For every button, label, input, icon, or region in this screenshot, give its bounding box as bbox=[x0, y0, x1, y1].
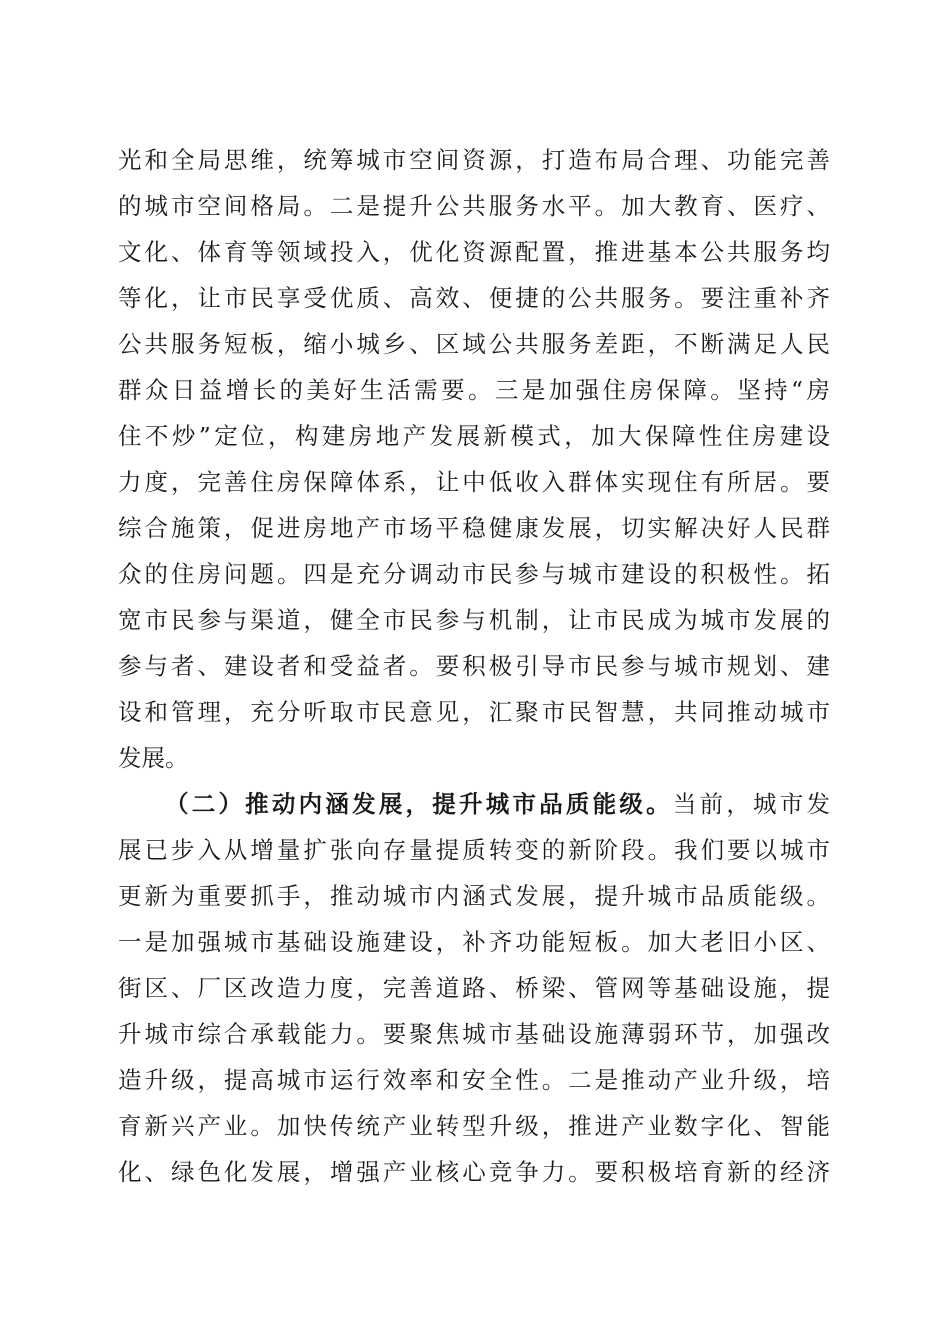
section-heading-line bbox=[118, 781, 830, 827]
text-line: 化、绿色化发展，增强产业核心竞争力。要积极培育新的经济 bbox=[118, 1158, 830, 1186]
heading-line-rest: 当前，城市发 bbox=[672, 790, 830, 818]
paragraph-2 bbox=[118, 781, 830, 1195]
text-line: 的城市空间格局。二是提升公共服务水平。加大教育、医疗、 bbox=[118, 192, 830, 220]
text-line: 综合施策，促进房地产市场平稳健康发展，切实解决好人民群 bbox=[118, 514, 830, 542]
body-text bbox=[118, 137, 830, 1195]
paragraph-1 bbox=[118, 137, 830, 781]
text-line: 升城市综合承载能力。要聚焦城市基础设施薄弱环节，加强改 bbox=[118, 1020, 830, 1048]
text-line: 众的住房问题。四是充分调动市民参与城市建设的积极性。拓 bbox=[118, 560, 830, 588]
text-line: 设和管理，充分听取市民意见，汇聚市民智慧，共同推动城市 bbox=[118, 698, 830, 726]
text-line: 群众日益增长的美好生活需要。三是加强住房保障。坚持“房 bbox=[118, 376, 830, 404]
text-line: 更新为重要抓手，推动城市内涵式发展，提升城市品质能级。 bbox=[118, 882, 830, 910]
text-line: 一是加强城市基础设施建设，补齐功能短板。加大老旧小区、 bbox=[118, 928, 830, 956]
text-line: 力度，完善住房保障体系，让中低收入群体实现住有所居。要 bbox=[118, 468, 830, 496]
text-line: 光和全局思维，统筹城市空间资源，打造布局合理、功能完善 bbox=[118, 146, 830, 174]
text-line: 公共服务短板，缩小城乡、区域公共服务差距，不断满足人民 bbox=[118, 330, 830, 358]
section-heading: （二）推动内涵发展，提升城市品质能级。 bbox=[165, 790, 673, 818]
text-line: 造升级，提高城市运行效率和安全性。二是推动产业升级，培 bbox=[118, 1066, 830, 1094]
text-line: 参与者、建设者和受益者。要积极引导市民参与城市规划、建 bbox=[118, 652, 830, 680]
text-line: 文化、体育等领域投入，优化资源配置，推进基本公共服务均 bbox=[118, 238, 830, 266]
text-line: 街区、厂区改造力度，完善道路、桥梁、管网等基础设施，提 bbox=[118, 974, 830, 1002]
text-line: 住不炒”定位，构建房地产发展新模式，加大保障性住房建设 bbox=[118, 422, 830, 450]
text-line: 宽市民参与渠道，健全市民参与机制，让市民成为城市发展的 bbox=[118, 606, 830, 634]
text-line: 展已步入从增量扩张向存量提质转变的新阶段。我们要以城市 bbox=[118, 836, 830, 864]
text-line: 等化，让市民享受优质、高效、便捷的公共服务。要注重补齐 bbox=[118, 284, 830, 312]
text-line: 育新兴产业。加快传统产业转型升级，推进产业数字化、智能 bbox=[118, 1112, 830, 1140]
text-line: 发展。 bbox=[118, 744, 189, 772]
